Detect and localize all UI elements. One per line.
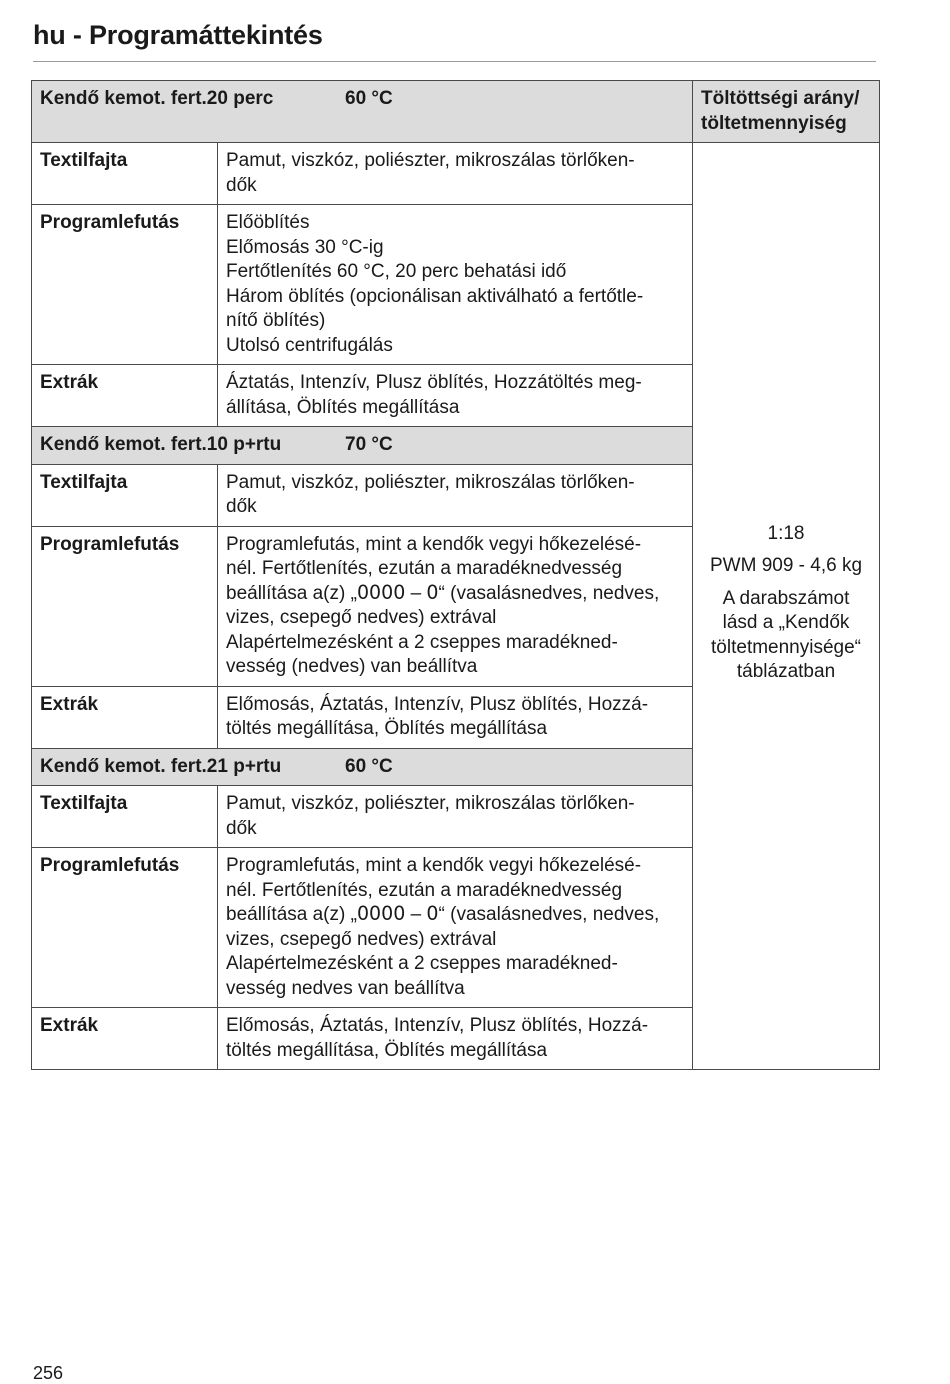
load-ratio-header-line: Töltöttségi arány/ xyxy=(701,88,860,109)
program-name: Kendő kemot. fert.10 p+rtu xyxy=(40,434,282,455)
row-value-line: Előmosás 30 °C-ig xyxy=(226,236,384,258)
load-ratio-header xyxy=(693,81,880,143)
page-title: hu - Programáttekintés xyxy=(33,20,323,50)
row-value-line: Programlefutás, mint a kendők vegyi hőkezelésé- xyxy=(226,533,642,555)
row-value-line: Alapértelmezésként a 2 cseppes maradékned- xyxy=(226,953,618,974)
program-temperature: 60 °C xyxy=(345,88,393,109)
row-value-line: Pamut, viszkóz, poliészter, mikroszálas törlőken- xyxy=(226,150,635,171)
load-note-line: lásd a „Kendők xyxy=(722,612,850,633)
row-value-line: Alapértelmezésként a 2 cseppes maradékned- xyxy=(226,631,618,653)
row-label: Extrák xyxy=(32,365,218,427)
row-label: Textilfajta xyxy=(32,464,218,526)
program-header-row xyxy=(32,81,880,143)
row-value-line: beállítása a(z) „߀ – ߀߀߀߀“ (vasalásnedves, nedves, xyxy=(226,904,660,925)
row-value-line: dők xyxy=(226,174,257,196)
row-value-line: Előöblítés xyxy=(226,212,310,233)
row-label: Textilfajta xyxy=(32,786,218,848)
load-note-line: táblázatban xyxy=(736,661,836,682)
machine-model: PWM 909 - 4,6 kg xyxy=(709,555,863,576)
program-temperature: 70 °C xyxy=(345,434,393,455)
page-number: 256 xyxy=(33,1363,64,1383)
row-value-line: dők xyxy=(226,496,257,517)
row-value-line: dők xyxy=(226,817,257,839)
row-label: Programlefutás xyxy=(32,205,218,365)
row-value-line: Pamut, viszkóz, poliészter, mikroszálas törlőken- xyxy=(226,793,635,814)
load-note-line: töltetmennyisége“ xyxy=(711,636,861,658)
row-label: Programlefutás xyxy=(32,848,218,1008)
program-header xyxy=(32,81,693,143)
program-name: Kendő kemot. fert.21 p+rtu xyxy=(40,755,282,777)
row-value-line: nítő öblítés) xyxy=(226,310,326,331)
load-ratio-cell xyxy=(693,143,880,1070)
row-value xyxy=(218,205,693,365)
program-temperature: 60 °C xyxy=(345,755,393,777)
program-table xyxy=(31,80,880,1070)
row-value xyxy=(218,526,693,686)
program-header xyxy=(32,748,693,786)
row-value-line: Előmosás, Áztatás, Intenzív, Plusz öblítés, Hozzá- xyxy=(226,693,649,715)
row-value-line: nél. Fertőtlenítés, ezután a maradéknedvesség xyxy=(226,558,623,579)
row-value-line: töltés megállítása, Öblítés megállítása xyxy=(226,718,548,739)
row-label: Textilfajta xyxy=(32,143,218,205)
row-value-line: Programlefutás, mint a kendők vegyi hőkezelésé- xyxy=(226,855,642,876)
program-header xyxy=(32,427,693,465)
load-ratio: 1:18 xyxy=(767,522,805,544)
row-value-line: vesség (nedves) van beállítva xyxy=(226,656,478,677)
row-value xyxy=(218,143,693,205)
row-value xyxy=(218,464,693,526)
program-row xyxy=(32,143,880,205)
row-value xyxy=(218,1008,693,1070)
row-label: Programlefutás xyxy=(32,526,218,686)
row-value-line: nél. Fertőtlenítés, ezután a maradéknedvesség xyxy=(226,879,623,901)
row-value xyxy=(218,365,693,427)
row-value-line: állítása, Öblítés megállítása xyxy=(226,396,460,418)
row-value-line: töltés megállítása, Öblítés megállítása xyxy=(226,1039,548,1061)
load-ratio-header-line: töltetmennyiség xyxy=(701,112,847,134)
program-name: Kendő kemot. fert.20 perc xyxy=(40,88,274,109)
row-value-line: Utolsó centrifugálás xyxy=(226,334,393,356)
row-value-line: vizes, csepegő nedves) extrával xyxy=(226,928,497,950)
row-value-line: Előmosás, Áztatás, Intenzív, Plusz öblítés, Hozzá- xyxy=(226,1015,649,1036)
row-value-line: Pamut, viszkóz, poliészter, mikroszálas törlőken- xyxy=(226,471,635,493)
row-value-line: Három öblítés (opcionálisan aktiválható a fertőtle- xyxy=(226,285,644,307)
row-value xyxy=(218,848,693,1008)
title-divider xyxy=(33,61,876,62)
load-note-line: A darabszámot xyxy=(722,587,850,609)
row-value-line: vizes, csepegő nedves) extrával xyxy=(226,607,497,628)
row-value-line: beállítása a(z) „߀ – ߀߀߀߀“ (vasalásnedves, nedves, xyxy=(226,582,660,604)
row-label: Extrák xyxy=(32,1008,218,1070)
row-value xyxy=(218,686,693,748)
row-value-line: Fertőtlenítés 60 °C, 20 perc behatási idő xyxy=(226,261,567,282)
row-value-line: vesség nedves van beállítva xyxy=(226,977,465,999)
row-value-line: Áztatás, Intenzív, Plusz öblítés, Hozzátöltés meg- xyxy=(226,372,642,393)
row-value xyxy=(218,786,693,848)
row-label: Extrák xyxy=(32,686,218,748)
